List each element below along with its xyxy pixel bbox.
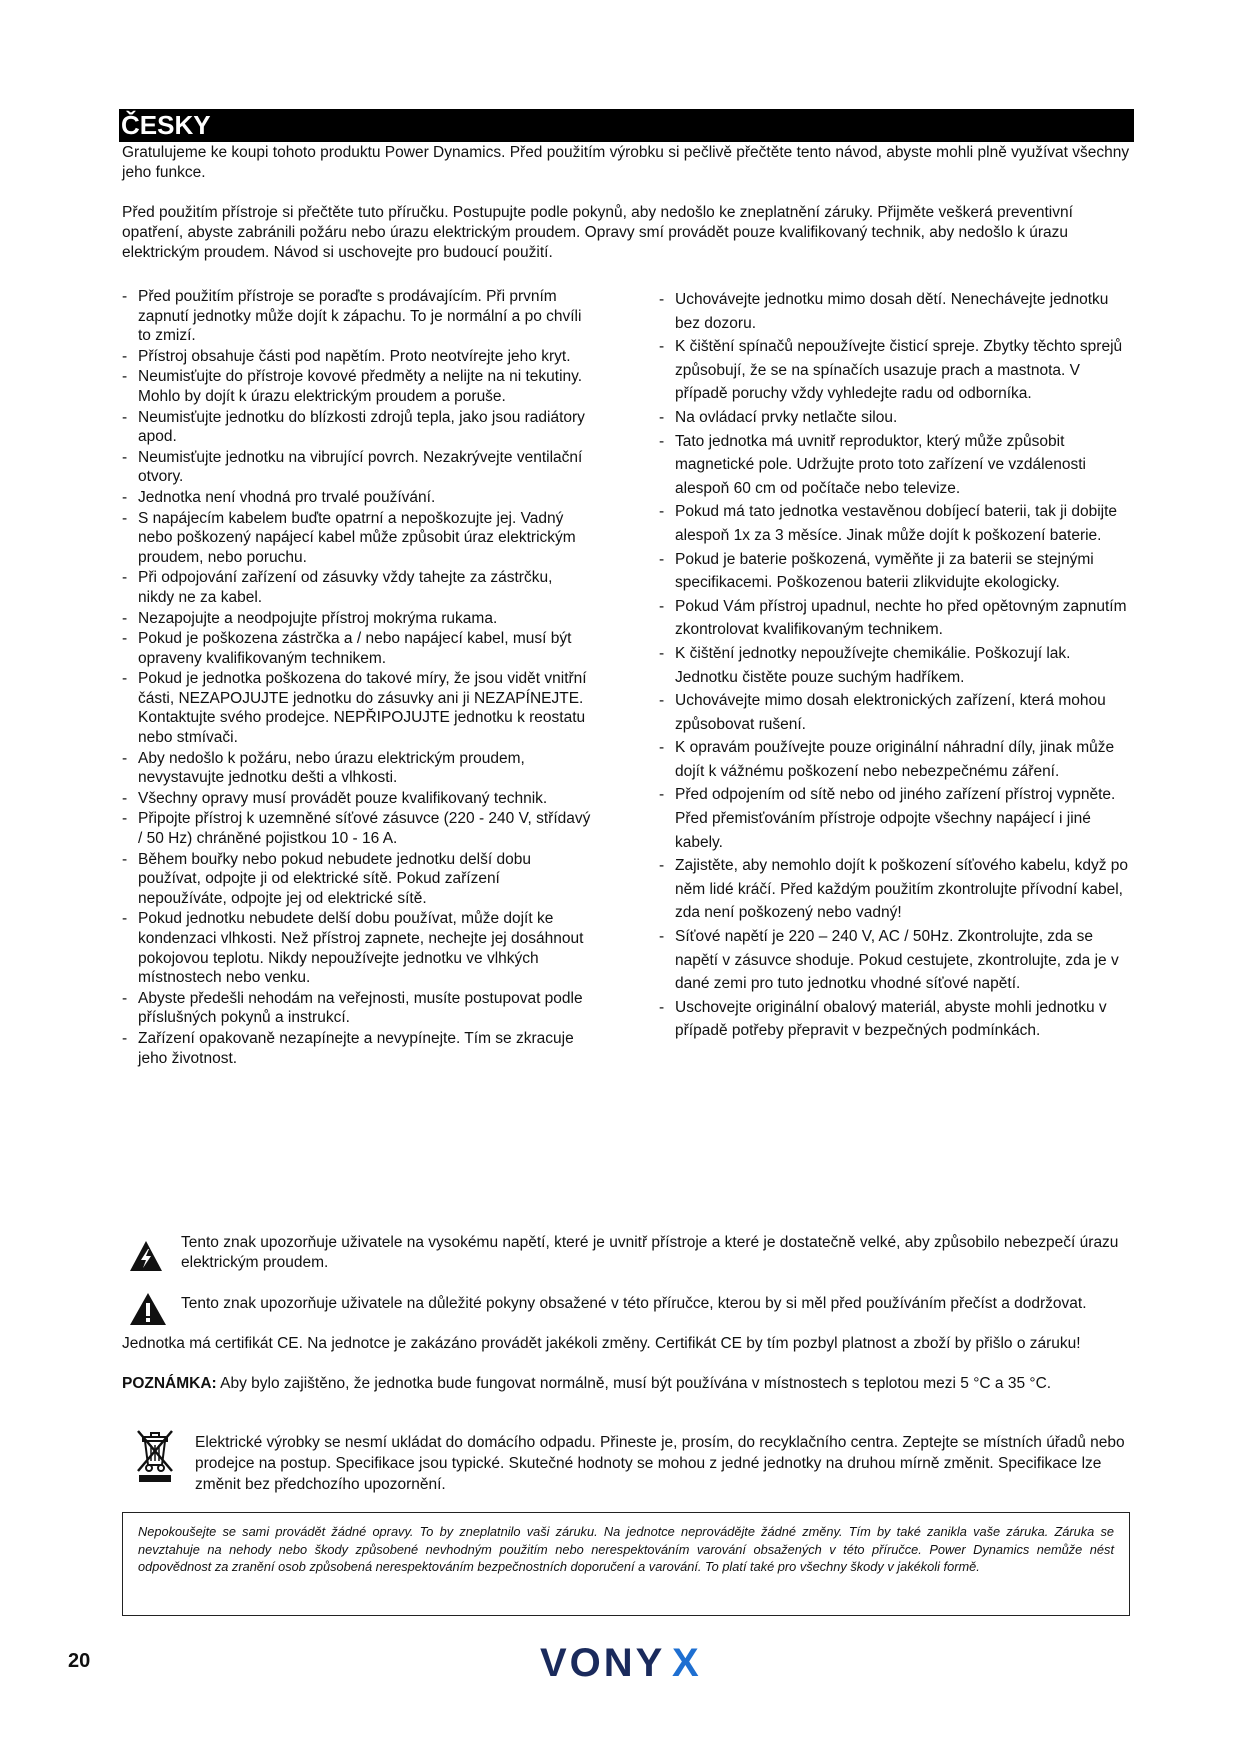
logo-text: VONY xyxy=(540,1641,666,1684)
list-item: - Během bouřky nebo pokud nebudete jednotku delší dobu používat, odpojte ji od elektrické sítě. Pokud zařízení nepoužíváte, odpojte jej od elektrické sítě. xyxy=(122,850,592,909)
list-item: - K čištění jednotky nepoužívejte chemikálie. Poškozují lak. Jednotku čistěte pouze suchým hadříkem. xyxy=(659,642,1134,689)
list-item: - Pokud jednotku nebudete delší dobu používat, může dojít ke kondenzaci vlhkosti. Než přístroj zapnete, nechejte jej dosáhnout pokojovou teplotu. Nikdy nepoužívejte jednotku ve vlhkých místnostech nebo venku. xyxy=(122,909,592,987)
section-header xyxy=(119,109,1134,142)
intro-paragraph-2: Před použitím přístroje si přečtěte tuto příručku. Postupujte podle pokynů, aby nedošlo ke zneplatnění záruky. Přijměte veškerá preventivní opatření, abyste zabránili požáru nebo úrazu elektrickým proudem. Opravy smí provádět pouze kvalifikovaný technik, aby nedošlo k úrazu elektrickým proudem. Návod si uschovejte pro budoucí použití. xyxy=(122,204,1073,261)
list-item: - Nezapojujte a neodpojujte přístroj mokrýma rukama. xyxy=(122,609,592,629)
safety-list-right xyxy=(659,288,1134,1043)
list-item: - Síťové napětí je 220 – 240 V, AC / 50Hz. Zkontrolujte, zda se napětí v zásuvce shoduje. Pokud cestujete, zkontrolujte, zda je v dané zemi pro tuto jednotku vhodné síťové napětí. xyxy=(659,925,1134,996)
section-title: ČESKY xyxy=(121,110,211,140)
recycling-text: Elektrické výrobky se nesmí ukládat do domácího odpadu. Přineste je, prosím, do recyklačního centra. Zeptejte se místních úřadů nebo prodejce na postup. Specifikace jsou typické. Skutečné hodnoty se mohou z jedné jednotky na druhou mírně změnit. Specifikace lze změnit bez předchozího upozornění. xyxy=(195,1434,1125,1493)
list-item: - Pokud má tato jednotka vestavěnou dobíjecí baterii, tak ji dobijte alespoň 1x za 3 měsíce. Jinak může dojít k poškození baterie. xyxy=(659,500,1134,547)
list-item: - Uchovávejte jednotku mimo dosah dětí. Nenechávejte jednotku bez dozoru. xyxy=(659,288,1134,335)
disclaimer-box xyxy=(122,1512,1130,1616)
safety-list-left xyxy=(122,287,592,1069)
list-item: - K opravám používejte pouze originální náhradní díly, jinak může dojít k vážnému poškození nebo nebezpečnému záření. xyxy=(659,736,1134,783)
list-item: - Zajistěte, aby nemohlo dojít k poškození síťového kabelu, když po něm lidé kráčí. Před každým použitím zkontrolujte přívodní kabel, zda není poškozený nebo vadný! xyxy=(659,854,1134,925)
list-item: - Jednotka není vhodná pro trvalé používání. xyxy=(122,488,592,508)
list-item: - Na ovládací prvky netlačte silou. xyxy=(659,406,1134,430)
list-item: - Pokud je jednotka poškozena do takové míry, že jsou vidět vnitřní části, NEZAPOJUJTE jednotku do zásuvky ani ji NEZAPÍNEJTE. Kontaktujte svého prodejce. NEPŘIPOJUJTE jednotku k reostatu nebo stmívači. xyxy=(122,669,592,747)
list-item: - Při odpojování zařízení od zásuvky vždy tahejte za zástrčku, nikdy ne za kabel. xyxy=(122,568,592,607)
voltage-warning-text: Tento znak upozorňuje uživatele na vysokému napětí, které je uvnitř přístroje a které je dostatečně velké, aby způsobilo nebezpečí úrazu elektrickým proudem. xyxy=(181,1234,1119,1271)
list-item: - Uchovávejte mimo dosah elektronických zařízení, která mohou způsobovat rušení. xyxy=(659,689,1134,736)
list-item: - Tato jednotka má uvnitř reproduktor, který může způsobit magnetické pole. Udržujte proto toto zařízení ve vzdálenosti alespoň 60 cm od počítače nebo televize. xyxy=(659,430,1134,501)
list-item: - Abyste předešli nehodám na veřejnosti, musíte postupovat podle příslušných pokynů a instrukcí. xyxy=(122,989,592,1028)
list-item: - Před použitím přístroje se poraďte s prodávajícím. Při prvním zapnutí jednotky může dojít k zápachu. To je normální a po chvíli to zmizí. xyxy=(122,287,592,346)
list-item: - Pokud Vám přístroj upadnul, nechte ho před opětovným zapnutím zkontrolovat kvalifikovaným technikem. xyxy=(659,595,1134,642)
note-label: POZNÁMKA: xyxy=(122,1375,217,1392)
list-item: - Neumisťujte jednotku do blízkosti zdrojů tepla, jako jsou radiátory apod. xyxy=(122,408,592,447)
list-item: - Před odpojením od sítě nebo od jiného zařízení přístroj vypněte. Před přemisťováním přístroje odpojte všechny napájecí i jiné kabely. xyxy=(659,783,1134,854)
list-item: - S napájecím kabelem buďte opatrní a nepoškozujte jej. Vadný nebo poškozený napájecí kabel může způsobit úraz elektrickým proudem, nebo poruchu. xyxy=(122,509,592,568)
list-item: - Aby nedošlo k požáru, nebo úrazu elektrickým proudem, nevystavujte jednotku dešti a vlhkosti. xyxy=(122,749,592,788)
note-paragraph xyxy=(122,1374,1132,1394)
list-item: - Pokud je poškozena zástrčka a / nebo napájecí kabel, musí být opraveny kvalifikovaným technikem. xyxy=(122,629,592,668)
page-number: 20 xyxy=(68,1650,91,1672)
list-item: - Všechny opravy musí provádět pouze kvalifikovaný technik. xyxy=(122,789,592,809)
exclamation-warning-icon xyxy=(129,1292,167,1326)
logo-x-letter: X xyxy=(672,1641,699,1684)
list-item: - Pokud je baterie poškozená, vyměňte ji za baterii se stejnými specifikacemi. Poškozenou baterii zlikvidujte ekologicky. xyxy=(659,548,1134,595)
list-item: - Přístroj obsahuje části pod napětím. Proto neotvírejte jeho kryt. xyxy=(122,347,592,367)
list-item: - Neumisťujte jednotku na vibrující povrch. Nezakrývejte ventilační otvory. xyxy=(122,448,592,487)
crossed-bin-icon xyxy=(135,1427,175,1483)
list-item: - Neumisťujte do přístroje kovové předměty a nelijte na ni tekutiny. Mohlo by dojít k úrazu elektrickým proudem a poruše. xyxy=(122,367,592,406)
vonyx-logo xyxy=(540,1640,720,1684)
instructions-warning-text: Tento znak upozorňuje uživatele na důležité pokyny obsažené v této příručce, kterou by si měl před používáním přečíst a dodržovat. xyxy=(181,1295,1087,1312)
note-text: Aby bylo zajištěno, že jednotka bude fungovat normálně, musí být používána v místnostech s teplotou mezi 5 °C a 35 °C. xyxy=(216,1375,1052,1392)
list-item: - Připojte přístroj k uzemněné síťové zásuvce (220 - 240 V, střídavý / 50 Hz) chráněné pojistkou 10 - 16 A. xyxy=(122,809,592,848)
list-item: - Zařízení opakovaně nezapínejte a nevypínejte. Tím se zkracuje jeho životnost. xyxy=(122,1029,592,1068)
ce-certificate-text: Jednotka má certifikát CE. Na jednotce je zakázáno provádět jakékoli změny. Certifikát CE by tím pozbyl platnost a zboží by přišlo o záruku! xyxy=(122,1335,1081,1352)
high-voltage-warning-icon xyxy=(129,1240,163,1272)
intro-paragraph-1: Gratulujeme ke koupi tohoto produktu Power Dynamics. Před použitím výrobku si pečlivě přečtěte tento návod, abyste mohli plně využívat všechny jeho funkce. xyxy=(122,144,1130,181)
list-item: - Uschovejte originální obalový materiál, abyste mohli jednotku v případě potřeby přepravit v bezpečných podmínkách. xyxy=(659,996,1134,1043)
disclaimer-text: Nepokoušejte se sami provádět žádné opravy. To by zneplatnilo vaši záruku. Na jednotce neprovádějte žádné změny. Tím by také zanikla vaše záruka. Záruka se nevztahuje na nehody nebo škody způsobené nevhodným použitím nebo nerespektováním varování obsažených v této příručce. Power Dynamics nemůže nést odpovědnost za zranění osob způsobená nerespektováním bezpečnostních doporučení a varování. To platí také pro všechny škody v jakékoli formě. xyxy=(138,1524,1114,1574)
list-item: - K čištění spínačů nepoužívejte čisticí spreje. Zbytky těchto sprejů způsobují, že se na spínačích usazuje prach a mastnota. V případě poruchy vždy vyhledejte radu od odborníka. xyxy=(659,335,1134,406)
